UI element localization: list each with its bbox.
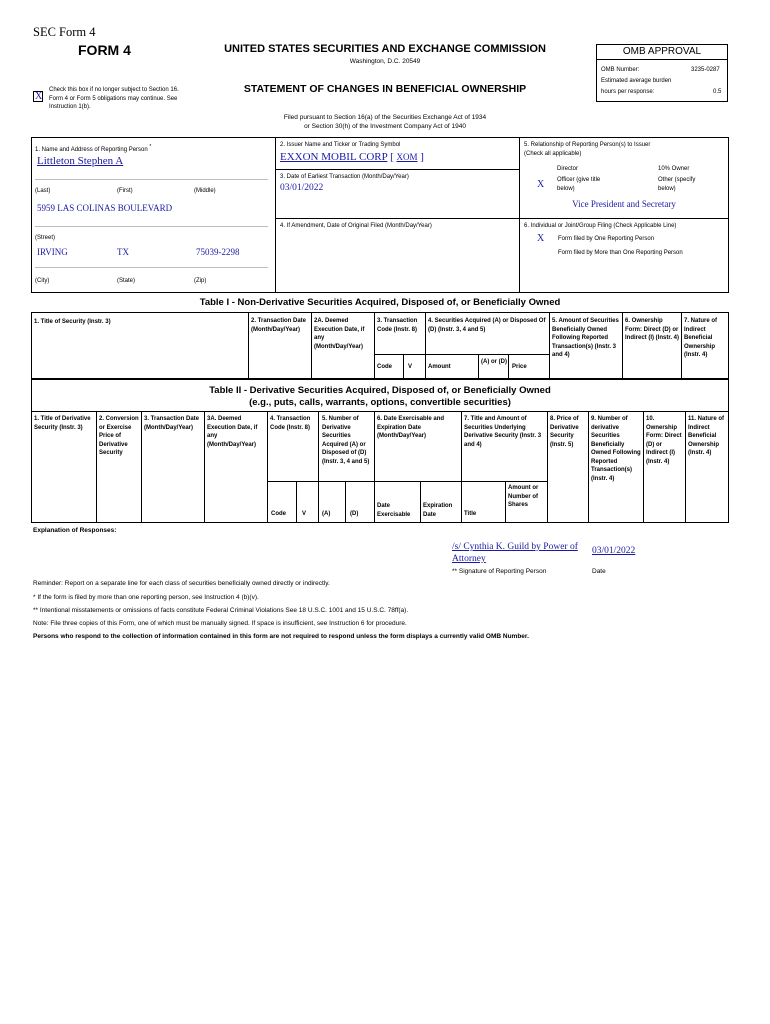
officer-option-line2: below)	[557, 186, 575, 192]
statement-title: STATEMENT OF CHANGES IN BENEFICIAL OWNERSHIP	[243, 83, 527, 95]
t1-col3: 3. Transaction Code (Instr. 8)	[377, 318, 418, 333]
t2-col2: 2. Conversion or Exercise Price of Derivative Security	[99, 416, 139, 456]
t2-col5: 5. Number of Derivative Securities Acquired (A) or Disposed of (D) (Instr. 3, 4 and 5)	[322, 416, 370, 465]
checkbox-mark: X	[35, 91, 43, 102]
no-longer-subject-checkbox[interactable]	[33, 91, 43, 102]
burden-label: Estimated average burden	[601, 78, 672, 84]
date-caption: Date	[592, 568, 606, 575]
t2-col10: 10. Ownership Form: Direct (D) or Indirect (I) (Instr. 4)	[646, 416, 682, 465]
hours-label: hours per response:	[601, 89, 655, 95]
misstatements-note: ** Intentional misstatements or omissions of facts constitute Federal Criminal Violations See 18 U.S.C. 1001 and 15 U.S.C. 78ff(a).	[33, 607, 409, 614]
file-copies-note: Note: File three copies of this Form, one of which must be manually signed. If space is insufficient, see Instruction 6 for procedure.	[33, 620, 407, 627]
t2-col3: 3. Transaction Date (Month/Day/Year)	[144, 416, 200, 431]
commission-title: UNITED STATES SECURITIES AND EXCHANGE COMMISSION	[224, 43, 546, 55]
t2-col6: 6. Date Exercisable and Expiration Date (Month/Day/Year)	[377, 416, 445, 439]
t1-sub-v: V	[408, 364, 413, 370]
form-title: FORM 4	[78, 42, 131, 58]
city-value: IRVING	[37, 247, 68, 257]
table2-title-line1: Table II - Derivative Securities Acquired, Disposed of, or Beneficially Owned	[209, 385, 551, 396]
t2-col4: 4. Transaction Code (Instr. 8)	[270, 416, 311, 431]
t1-sub-aord: (A) or (D)	[481, 359, 507, 365]
t2-sub-amount-shares: Amount or Number of Shares	[508, 485, 539, 508]
one-person-option: Form filed by One Reporting Person	[558, 236, 655, 242]
last-label: (Last)	[35, 188, 51, 194]
t2-col11: 11. Nature of Indirect Beneficial Ownership (Instr. 4)	[688, 416, 725, 456]
officer-mark: X	[537, 179, 545, 190]
omb-persons-note: Persons who respond to the collection of information contained in this form are not required to respond unless the form displays a currently valid OMB Number.	[33, 633, 529, 640]
reporting-person-name[interactable]: Littleton Stephen A	[37, 155, 124, 167]
issuer-label: 2. Issuer Name and Ticker or Trading Symbol	[280, 142, 401, 148]
street-label: (Street)	[35, 235, 56, 241]
t1-col4: 4. Securities Acquired (A) or Disposed Of (D) (Instr. 3, 4 and 5)	[428, 318, 546, 333]
t2-col9: 9. Number of derivative Securities Beneficially Owned Following Reported Transaction(s) (Instr. 4)	[591, 416, 641, 482]
multiple-persons-note: * If the form is filed by more than one reporting person, see Instruction 4 (b)(v).	[33, 594, 259, 601]
sec-form-label: SEC Form 4	[33, 25, 96, 39]
more-persons-option: Form filed by More than One Reporting Person	[558, 250, 683, 256]
t1-col1: 1. Title of Security (Instr. 3)	[34, 319, 111, 325]
t2-sub-d: (D)	[350, 511, 359, 517]
middle-label: (Middle)	[194, 188, 216, 194]
t2-sub-title: Title	[464, 511, 477, 517]
signature-signer[interactable]: /s/ Cynthia K. Guild by Power of Attorney	[452, 542, 578, 564]
t2-sub-expiration: Expiration Date	[423, 503, 453, 518]
check-all-label: (Check all applicable)	[524, 151, 582, 157]
t2-sub-code: Code	[271, 511, 286, 517]
officer-title: Vice President and Secretary	[572, 199, 676, 209]
officer-option-line1: Officer (give title	[557, 177, 601, 183]
t2-col3a: 3A. Deemed Execution Date, if any (Month/Day/Year)	[207, 416, 258, 448]
t2-col1: 1. Title of Derivative Security (Instr. 3)	[34, 416, 91, 431]
state-value: TX	[117, 247, 129, 257]
explanation-label: Explanation of Responses:	[33, 527, 117, 534]
signature-date[interactable]: 03/01/2022	[592, 546, 636, 556]
zip-label: (Zip)	[194, 278, 207, 284]
omb-number-label: OMB Number:	[601, 67, 640, 73]
commission-location: Washington, D.C. 20549	[349, 58, 421, 65]
t1-sub-amount: Amount	[428, 364, 451, 370]
state-label: (State)	[117, 278, 136, 284]
earliest-transaction-date: 03/01/2022	[280, 183, 324, 193]
reporting-person-label: 1. Name and Address of Reporting Person *	[35, 144, 152, 153]
t1-col6: 6. Ownership Form: Direct (D) or Indirect (I) (Instr. 4)	[625, 318, 680, 341]
t1-sub-price: Price	[512, 364, 527, 370]
one-person-mark: X	[537, 233, 545, 244]
t2-sub-v: V	[302, 511, 307, 517]
issuer-ticker[interactable]: XOM	[396, 152, 418, 162]
t2-sub-a: (A)	[322, 511, 331, 517]
t1-col7: 7. Nature of Indirect Beneficial Ownership (Instr. 4)	[684, 318, 718, 358]
filed-pursuant-line1: Filed pursuant to Section 16(a) of the Securities Exchange Act of 1934	[283, 114, 487, 121]
omb-number-value: 3235-0287	[691, 67, 720, 73]
table1-title: Table I - Non-Derivative Securities Acquired, Disposed of, or Beneficially Owned	[199, 297, 561, 308]
zip-value: 75039-2298	[196, 247, 240, 257]
filing-label: 6. Individual or Joint/Group Filing (Check Applicable Line)	[524, 223, 677, 229]
street-value: 5959 LAS COLINAS BOULEVARD	[37, 203, 173, 213]
earliest-transaction-label: 3. Date of Earliest Transaction (Month/Day/Year)	[280, 174, 409, 180]
other-option-line1: Other (specify	[658, 177, 696, 183]
t2-sub-date-exercisable: Date Exercisable	[377, 503, 411, 518]
issuer-name[interactable]: EXXON MOBIL CORP	[280, 151, 388, 163]
t2-col7: 7. Title and Amount of Securities Underlying Derivative Security (Instr. 3 and 4)	[464, 416, 542, 448]
t1-sub-code: Code	[377, 364, 392, 370]
filed-pursuant-line2: or Section 30(h) of the Investment Company Act of 1940	[304, 123, 466, 130]
amendment-label: 4. If Amendment, Date of Original Filed (Month/Day/Year)	[280, 223, 432, 229]
t2-col8: 8. Price of Derivative Security (Instr. 5)	[550, 416, 579, 448]
relationship-label: 5. Relationship of Reporting Person(s) to Issuer	[524, 142, 651, 148]
t1-col2a: 2A. Deemed Execution Date, if any (Month/Day/Year)	[314, 318, 365, 350]
city-label: (City)	[35, 278, 50, 284]
first-label: (First)	[117, 188, 133, 194]
issuer-name-ticker: EXXON MOBIL CORP [ XOM ]	[280, 151, 424, 163]
signature-caption: ** Signature of Reporting Person	[452, 568, 547, 575]
t1-col2: 2. Transaction Date (Month/Day/Year)	[251, 318, 307, 333]
t1-col5: 5. Amount of Securities Beneficially Owned Following Reported Transaction(s) (Instr. 3 and 4)	[552, 318, 619, 358]
ten-percent-option: 10% Owner	[658, 166, 690, 172]
checkbox-instruction: Check this box if no longer subject to Section 16. Form 4 or Form 5 obligations may continue. See Instruction 1(b).	[49, 87, 179, 110]
hours-value: 0.5	[713, 89, 722, 95]
director-option: Director	[557, 166, 579, 172]
table2-title-line2: (e.g., puts, calls, warrants, options, convertible securities)	[249, 397, 511, 408]
reminder-note: Reminder: Report on a separate line for each class of securities beneficially owned directly or indirectly.	[33, 580, 330, 587]
omb-title: OMB APPROVAL	[622, 46, 702, 57]
other-option-line2: below)	[658, 186, 676, 192]
